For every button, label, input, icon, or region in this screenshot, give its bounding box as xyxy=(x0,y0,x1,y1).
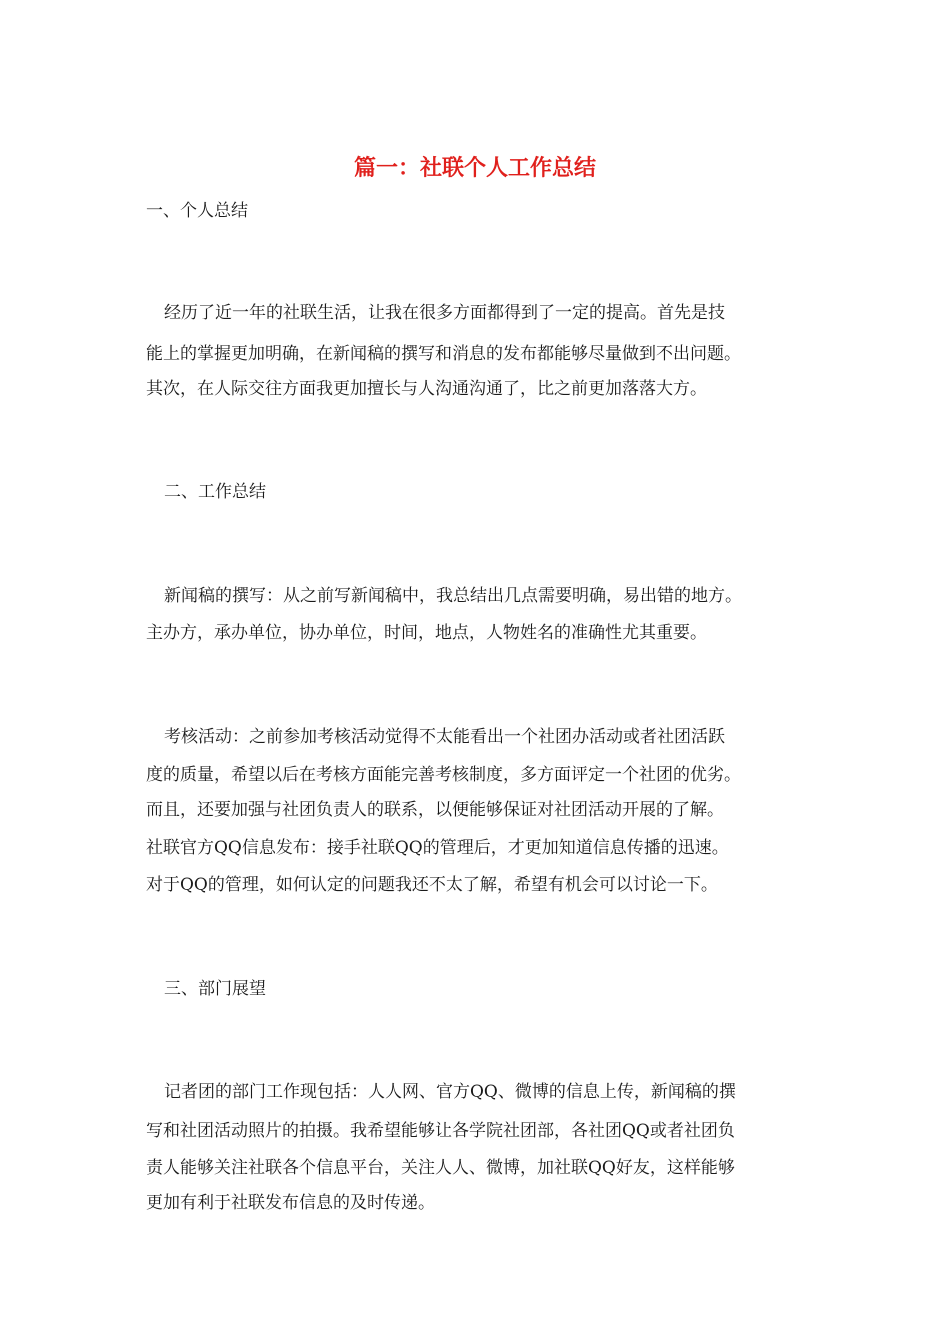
paragraph-line: 考核活动：之前参加考核活动觉得不太能看出一个社团办活动或者社团活跃 xyxy=(164,727,725,747)
paragraph-line: 经历了近一年的社联生活，让我在很多方面都得到了一定的提高。首先是技 xyxy=(164,303,725,323)
paragraph-line: 写和社团活动照片的拍摄。我希望能够让各学院社团部，各社团QQ或者社团负 xyxy=(146,1121,735,1141)
paragraph-line: 而且，还要加强与社团负责人的联系，以便能够保证对社团活动开展的了解。 xyxy=(146,800,724,820)
paragraph-line: 其次，在人际交往方面我更加擅长与人沟通沟通了，比之前更加落落大方。 xyxy=(146,379,707,399)
paragraph-line: 主办方，承办单位，协办单位，时间，地点，人物姓名的准确性尤其重要。 xyxy=(146,623,707,643)
paragraph-line: 记者团的部门工作现包括：人人网、官方QQ、微博的信息上传，新闻稿的撰 xyxy=(164,1082,736,1102)
section-heading-personal-summary: 一、个人总结 xyxy=(146,201,248,221)
paragraph-line: 更加有利于社联发布信息的及时传递。 xyxy=(146,1193,435,1213)
paragraph-line: 能上的掌握更加明确，在新闻稿的撰写和消息的发布都能够尽量做到不出问题。 xyxy=(146,344,741,364)
paragraph-line: 责人能够关注社联各个信息平台，关注人人、微博，加社联QQ好友，这样能够 xyxy=(146,1158,735,1178)
document-title: 篇一：社联个人工作总结 xyxy=(353,155,596,181)
paragraph-line: 新闻稿的撰写：从之前写新闻稿中，我总结出几点需要明确，易出错的地方。 xyxy=(164,586,742,606)
paragraph-line: 度的质量，希望以后在考核方面能完善考核制度，多方面评定一个社团的优劣。 xyxy=(146,765,741,785)
paragraph-line: 社联官方QQ信息发布：接手社联QQ的管理后，才更加知道信息传播的迅速。 xyxy=(146,838,729,858)
paragraph-line: 对于QQ的管理，如何认定的问题我还不太了解，希望有机会可以讨论一下。 xyxy=(146,875,718,895)
section-heading-department-outlook: 三、部门展望 xyxy=(164,979,266,999)
section-heading-work-summary: 二、工作总结 xyxy=(164,482,266,502)
